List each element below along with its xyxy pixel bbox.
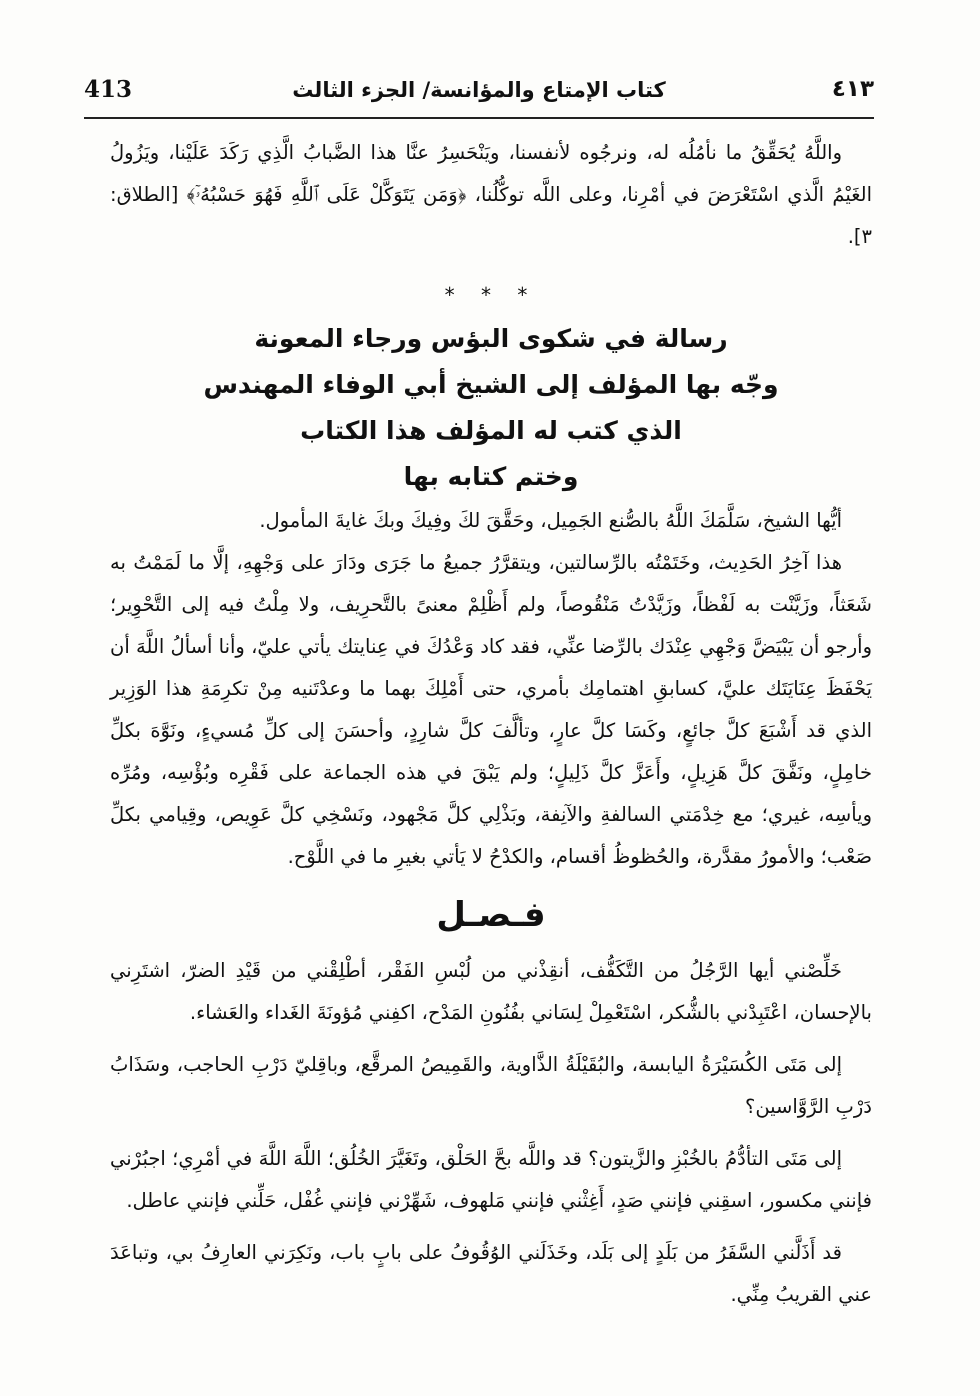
page-header bbox=[84, 72, 874, 112]
page-body bbox=[110, 132, 872, 1316]
header-rule bbox=[84, 117, 874, 119]
letter-title-line-3: الذي كتب له المؤلف هذا الكتاب bbox=[300, 416, 682, 445]
letter-title-line-2: وجّه بها المؤلف إلى الشيخ أبي الوفاء المهندس bbox=[203, 370, 779, 399]
section-paragraph: إلى مَتَى الكُسَيْرَةُ اليابسة، والبُقَيْلَةُ الذَّاوية، والقَمِيصُ المرقَّع، وباقِليّ دَرْبِ الحاجب، وسَذَابُ دَرْبِ الرَّوَّاسين؟ bbox=[110, 1053, 872, 1118]
letter-title-line-1: رسالة في شكوى البؤس ورجاء المعونة bbox=[254, 324, 728, 353]
letter-title-line-4: وختم كتابه بها bbox=[403, 462, 579, 491]
page-number-arabic: ٤١٣ bbox=[831, 76, 874, 102]
letter-paragraph: أيُّها الشيخ، سَلَّمَكَ اللَّهُ بالصُّنع الجَمِيل، وحَقَّقَ لكَ وفِيكَ وبكَ غايةَ المأمول. bbox=[259, 509, 842, 532]
section-paragraph: خَلِّصْني أيها الرَّجُلُ من التَّكَفُّف، أنقِذْني من لُبْسِ الفَقْر، أطْلِقْني من قَيْدِ الضرّ، اشتَرِني بالإحسان، اعْتَبِدْني بالشُّكر، اسْتَعْمِلْ لِسَاني بفُنُونِ المَدْح، اكفِني مُؤونَةَ الغَداء والعَشاء. bbox=[110, 959, 872, 1024]
letter-paragraph: هذا آخِرُ الحَدِيث، وخَتَمْتُه بالرِّسالتين، ويتقرَّرُ جميعُ ما جَرَى ودَارَ على وَجْهِهِ، إلَّا ما لَمَمْتُ به شَعَثاً، وزَيَّنْت به لَفْظاً، وزَيَّدْتُ مَنْقُوصاً، ولم أَظْلِمْ معنىً بالتَّحرِيف، ولا مِلْتُ فيه إلى التَّحْوِير؛ وأرجو أن يَبْيَضَّ وَجْهِي عِنْدَك بالرِّضا عنِّي، فقد كاد وَعْدُكَ في عِنايتك يأتي عليّ، وأنا أسألُ اللَّهَ أن يَحْفَظَ عِنَايَتَك عليَّ، كسابقِ اهتمامِك بأمري، حتى أَمْلِكَ بهما ما وعدْتَنيه مِنْ تكرِمَةِ هذا الوَزِير الذي قد أَشْبَعَ كلَّ جائعٍ، وكَسَا كلَّ عارٍ، وتألَّفَ كلَّ شارِدٍ، وأحسَنَ إلى كلِّ مُسيءٍ، ونَوَّهَ بكلِّ خامِلٍ، ونَفَّقَ كلَّ هَزِيلٍ، وأَعَزَّ كلَّ ذَلِيلٍ؛ ولم يَبْقَ في هذه الجماعة على فَقْرِه وبُؤْسِه، ومُرِّه ويأسِه، غيري؛ مع خِدْمَتي السالفةِ والآنِفة، وبَذْلِي كلَّ مَجْهود، ونَسْخِي كلَّ عَوِيص، وقِيامي بكلِّ صَعْب؛ والأمورُ مقدَّرة، والحُظوظُ أقسام، والكدْحُ لا يَأتي بغيرِ ما في اللَّوْح. bbox=[110, 551, 872, 868]
intro-paragraph: واللَّهُ يُحَقِّقُ ما نأمُلُه له، ونرجُوه لأنفسنا، ويَنْحَسِرُ عنَّا هذا الضَّبابُ الَّذِي رَكَدَ عَلَيْنا، ويَزُولُ الغَيْمُ الَّذي اسْتَعْرَضَ في أمْرِنا، وعلى اللَّه توكُّلُنا، ﴿وَمَن يَتَوَكَّلْ عَلَى ٱللَّهِ فَهُوَ حَسْبُهُۥٓ﴾ [الطلاق: ٣]. bbox=[110, 141, 872, 248]
section-paragraph: قد أَذَلَّني السَّفَرُ من بَلَدٍ إلى بَلَد، وخَذَلَني الوُقُوفُ على بابٍ باب، ونَكِرَني العارِفُ بي، وتباعَدَ عني القريبُ مِنِّي. bbox=[110, 1241, 872, 1306]
section-heading: فـصـل bbox=[436, 895, 546, 935]
section-paragraph: إلى مَتَى التأدُّمُ بالخُبْزِ والزَّيتون؟ قد واللَّه بحَّ الحَلْق، وتَغَيَّرَ الخُلُق؛ اللَّهَ اللَّهَ في أمْرِي؛ اجبُرْني فإنني مكسور، اسقِني فإنني صَدٍ، أَغِثْني فإنني مَلهوف، شَهِّرْني فإنني غُفْل، حَلِّني فإنني عاطل. bbox=[110, 1147, 872, 1212]
running-title: كتاب الإمتاع والمؤانسة/ الجزء الثالث bbox=[292, 78, 666, 102]
section-separator: * * * bbox=[444, 283, 538, 307]
page-number-latin: 413 bbox=[84, 76, 133, 103]
